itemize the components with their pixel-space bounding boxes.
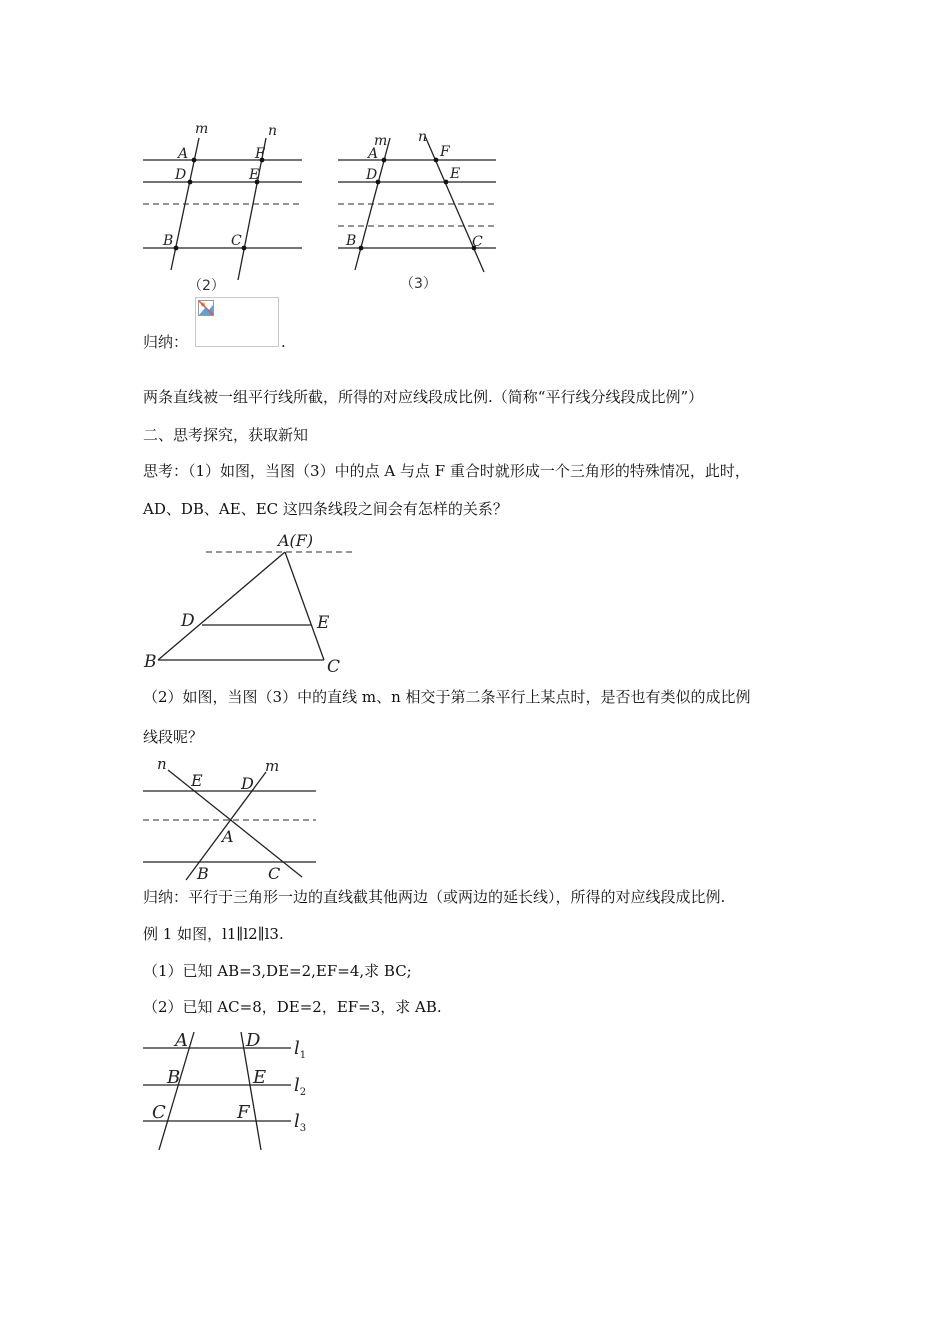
x-label-E: E	[191, 771, 203, 790]
fig2-label-C: C	[231, 233, 242, 249]
think1-line1: 思考：（1）如图，当图（3）中的点 A 与点 F 重合时就形成一个三角形的特殊情况，此时，	[143, 462, 750, 480]
fig3-caption: （3）	[400, 276, 437, 292]
l-label-E: E	[253, 1067, 267, 1088]
l-label-B: B	[167, 1067, 181, 1088]
fig2-caption: （2）	[188, 278, 225, 294]
l-label-A: A	[175, 1030, 188, 1051]
think1-line2: AD、DB、AE、EC 这四条线段之间会有怎样的关系？	[143, 500, 508, 518]
section-heading: 二、思考探究，获取新知	[143, 426, 309, 444]
x-label-B: B	[197, 864, 209, 883]
fig3-label-A: A	[368, 146, 379, 162]
tri-label-B: B	[144, 652, 157, 672]
fig2-label-m: m	[195, 121, 209, 137]
fig3-label-D: D	[366, 167, 378, 183]
l-label-l2: $l_2$	[294, 1075, 307, 1098]
example-question-2: （2）已知 AC=8，DE=2，EF=3，求 AB.	[143, 998, 442, 1016]
fig3-label-n: n	[418, 129, 428, 145]
tri-label-C: C	[327, 657, 341, 677]
fig2-label-A: A	[178, 146, 189, 162]
fig2-label-D: D	[175, 167, 187, 183]
fig2-label-n: n	[268, 123, 278, 139]
fig3-label-B: B	[346, 233, 357, 249]
tri-label-D: D	[181, 611, 195, 631]
rule-paragraph: 两条直线被一组平行线所截，所得的对应线段成比例.（简称“平行线分线段成比例”）	[143, 388, 704, 406]
fig3-label-E: E	[450, 166, 461, 182]
example-question-1: （1）已知 AB=3,DE=2,EF=4,求 BC;	[143, 962, 412, 980]
tri-label-E: E	[317, 613, 330, 633]
example-1: 例 1 如图，l1∥l2∥l3.	[143, 925, 284, 943]
l-label-l3: $l_3$	[294, 1111, 307, 1134]
x-label-D: D	[241, 774, 254, 793]
fig3-label-m: m	[374, 133, 388, 149]
fig3-label-F: F	[440, 144, 450, 160]
x-label-m: m	[265, 757, 280, 775]
fig2-label-B: B	[163, 233, 174, 249]
x-label-n: n	[157, 755, 167, 773]
l-label-l1: $l_1$	[294, 1038, 307, 1061]
tri-label-AF: A(F)	[278, 531, 314, 550]
x-label-A: A	[222, 827, 234, 846]
think2-line1: （2）如图，当图（3）中的直线 m、n 相交于第二条平行上某点时，是否也有类似的成比例	[143, 688, 751, 706]
l-label-C: C	[152, 1102, 166, 1123]
think2-line2: 线段呢？	[143, 728, 204, 746]
l-label-F: F	[237, 1102, 250, 1123]
summary2: 归纳：平行于三角形一边的直线截其他两边（或两边的延长线），所得的对应线段成比例.	[143, 888, 726, 906]
x-label-C: C	[268, 864, 281, 883]
fig2-label-F: F	[255, 146, 265, 162]
fig2-label-E: E	[249, 167, 260, 183]
l-label-D: D	[246, 1030, 261, 1051]
fig3-label-C: C	[472, 234, 483, 250]
summary-end: .	[281, 333, 286, 351]
summary-label: 归纳：	[143, 333, 189, 351]
